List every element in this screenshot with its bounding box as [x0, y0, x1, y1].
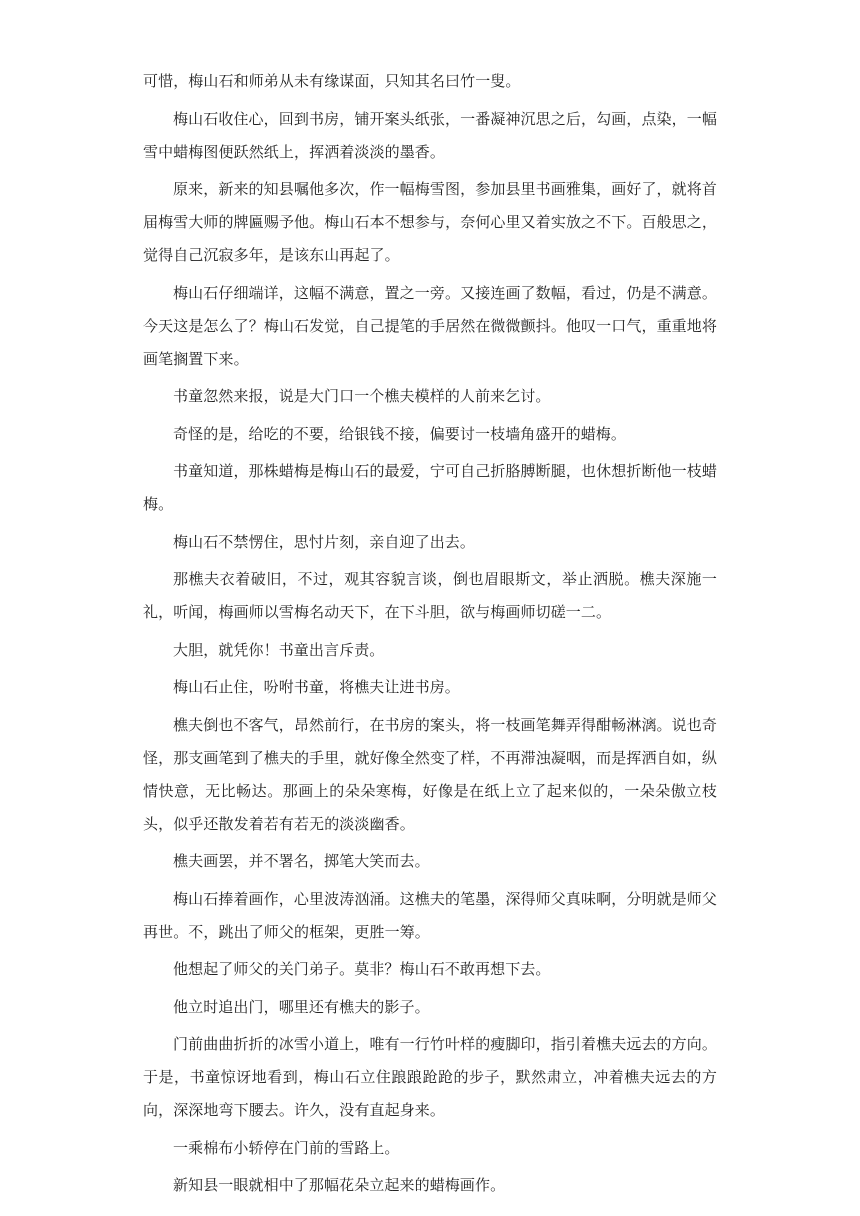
- paragraph: 大胆，就凭你！书童出言斥责。: [173, 640, 385, 659]
- document-body: [143, 65, 717, 1207]
- paragraph: 梅山石不禁愣住，思忖片刻，亲自迎了出去。: [173, 532, 476, 551]
- paragraph: 书童知道，那株蜡梅是梅山石的最爱，宁可自己折胳膊断腿，也休想折断他一枝蜡梅。: [143, 462, 717, 513]
- paragraph: 门前曲曲折折的冰雪小道上，唯有一行竹叶样的瘦脚印，指引着樵夫远去的方向。于是，书童惊讶地看到，梅山石立住踉踉跄跄的步子，默然肃立，冲着樵夫远去的方向，深深地弯下腰去。许久，没有直起身来。: [143, 1035, 717, 1119]
- paragraph: 樵夫画罢，并不署名，掷笔大笑而去。: [173, 852, 430, 870]
- paragraph: 新知县一眼就相中了那幅花朵立起来的蜡梅画作。: [173, 1176, 506, 1194]
- paragraph: 可惜，梅山石和师弟从未有缘谋面，只知其名曰竹一叟。: [143, 72, 521, 90]
- paragraph: 原来，新来的知县嘱他多次，作一幅梅雪图，参加县里书画雅集，画好了，就将首届梅雪大师的牌匾赐予他。梅山石本不想参与，奈何心里又着实放之不下。百般思之，觉得自己沉寂多年，是该东山再起了。: [143, 180, 717, 264]
- paragraph: 那樵夫衣着破旧，不过，观其容貌言谈，倒也眉眼斯文，举止洒脱。樵夫深施一礼，听闻，梅画师以雪梅名动天下，在下斗胆，欲与梅画师切磋一二。: [143, 570, 717, 621]
- paragraph: 他想起了师父的关门弟子。莫非？梅山石不敢再想下去。: [173, 960, 551, 978]
- paragraph: 奇怪的是，给吃的不要，给银钱不接，偏要讨一枝墙角盛开的蜡梅。: [173, 424, 627, 443]
- paragraph: 一乘棉布小轿停在门前的雪路上。: [173, 1138, 400, 1157]
- paragraph: 梅山石止住，吩咐书童，将樵夫让进书房。: [173, 678, 460, 696]
- paragraph: 书童忽然来报，说是大门口一个樵夫模样的人前来乞讨。: [173, 387, 551, 405]
- paragraph: 梅山石捧着画作，心里波涛汹涌。这樵夫的笔墨，深得师父真味啊，分明就是师父再世。不，跳出了师父的框架，更胜一筹。: [143, 889, 717, 941]
- paragraph: 樵夫倒也不客气，昂然前行，在书房的案头，将一枝画笔舞弄得酣畅淋漓。说也奇怪，那支画笔到了樵夫的手里，就好像全然变了样，不再滞浊凝咽，而是挥洒自如，纵情快意，无比畅达。那画上的朵朵寒梅，好像是在纸上立了起来似的，一朵朵傲立枝头，似乎还散发着若有若无的淡淡幽香。: [143, 715, 717, 833]
- paragraph: 梅山石仔细端详，这幅不满意，置之一旁。又接连画了数幅，看过，仍是不满意。今天这是怎么了？梅山石发觉，自己提笔的手居然在微微颤抖。他叹一口气，重重地将画笔搁置下来。: [143, 283, 717, 368]
- paragraph: 梅山石收住心，回到书房，铺开案头纸张，一番凝神沉思之后，勾画，点染，一幅雪中蜡梅图便跃然纸上，挥洒着淡淡的墨香。: [143, 109, 717, 161]
- paragraph: 他立时追出门，哪里还有樵夫的影子。: [173, 997, 430, 1016]
